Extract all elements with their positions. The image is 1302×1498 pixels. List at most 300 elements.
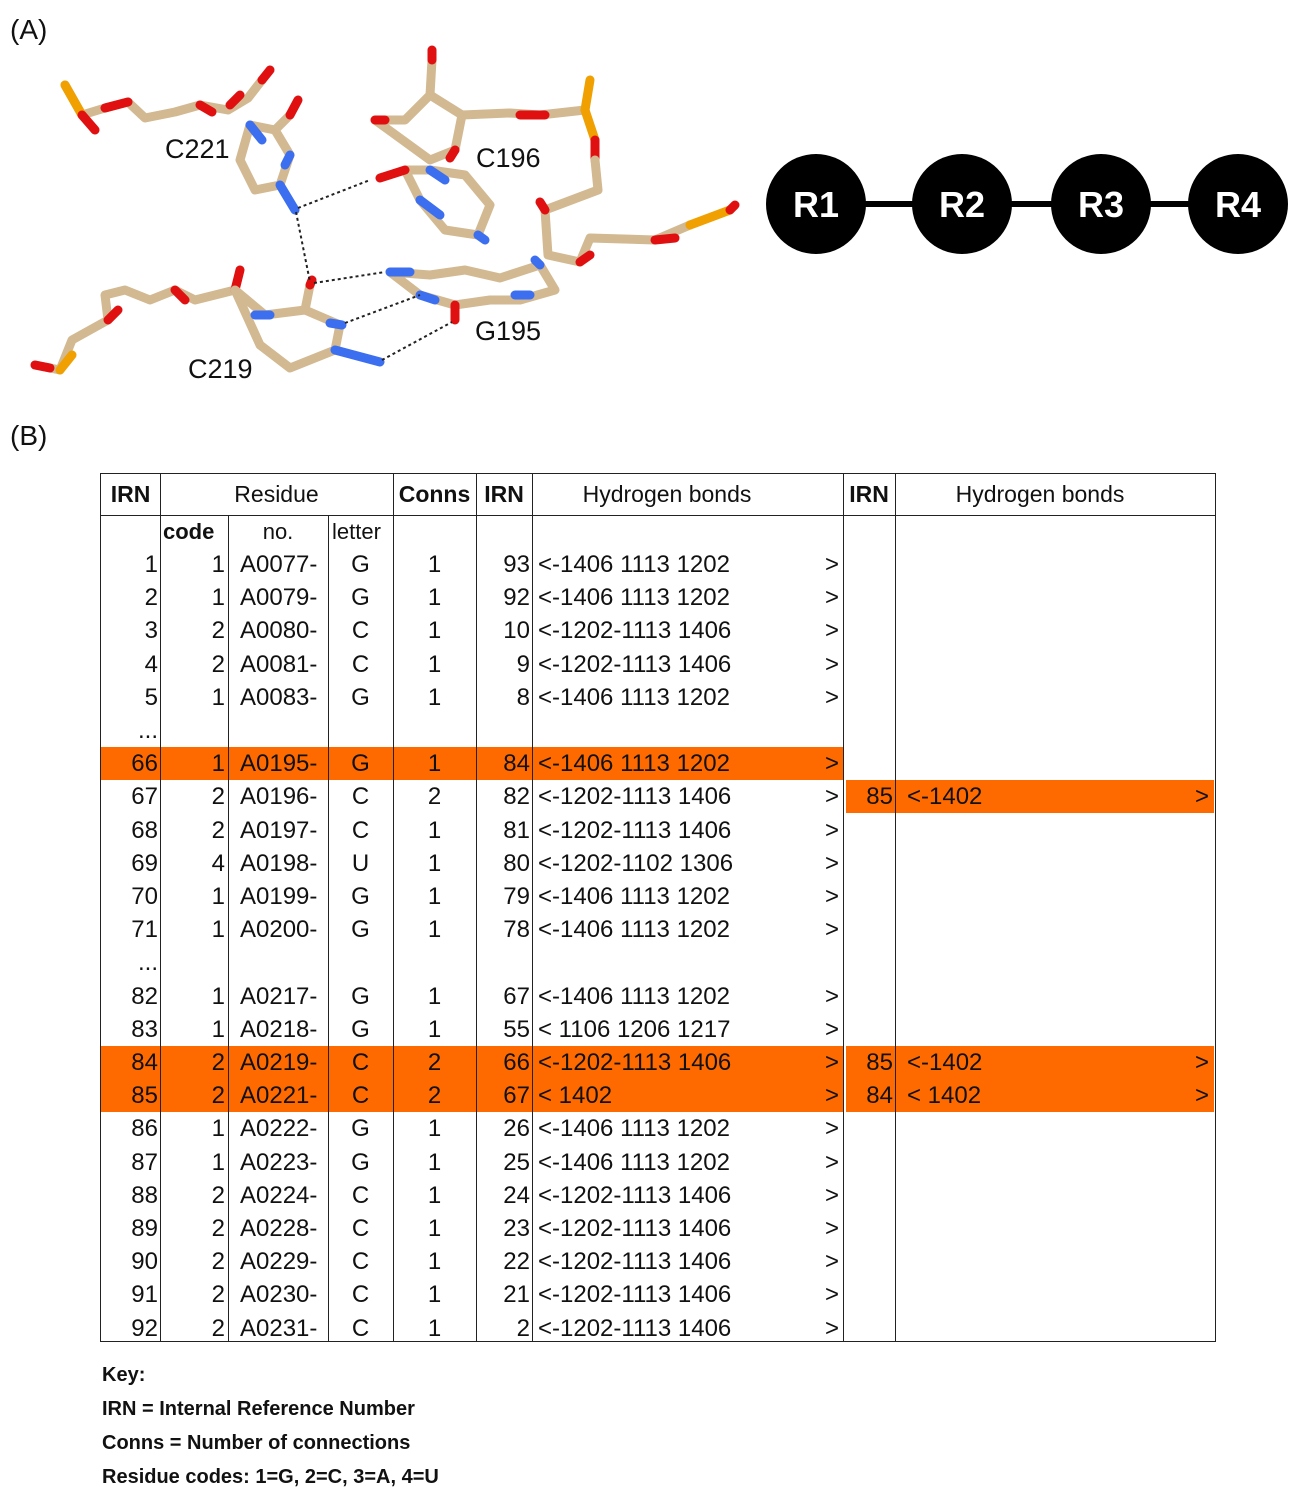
cell-irn: 84 xyxy=(131,1049,158,1076)
table-key xyxy=(102,1358,439,1494)
cell-letter xyxy=(328,714,393,747)
cell-irn-2: 21 xyxy=(503,1281,530,1309)
cell-hydrogen-bonds-2 xyxy=(907,913,1157,946)
subheader-no: no. xyxy=(262,519,294,544)
cell-end-marker-2 xyxy=(1195,1146,1213,1179)
cell-hydrogen-bonds-2 xyxy=(907,1013,1157,1046)
cell-irn: ... xyxy=(137,949,158,977)
cell-residue-no: A0221- xyxy=(240,1082,318,1110)
cell-letter: G xyxy=(351,916,370,944)
cell-irn: 66 xyxy=(131,750,158,778)
cell-irn-2: 84 xyxy=(503,750,530,778)
subheader-code: code xyxy=(163,519,215,544)
cell-irn-2: 67 xyxy=(503,1082,530,1110)
cell-end-marker: > xyxy=(825,916,840,944)
cell-code: 2 xyxy=(211,1049,225,1076)
cell-irn: 3 xyxy=(144,617,158,645)
cell-letter xyxy=(328,946,393,979)
cell-residue-no: A0219- xyxy=(240,1049,318,1076)
cell-conns: 1 xyxy=(427,683,442,711)
cell-end-marker: > xyxy=(825,1181,840,1209)
cell-hydrogen-bonds-2: < 1402 xyxy=(907,1082,982,1110)
residue-label-c221: C221 xyxy=(165,134,230,164)
cell-irn: 69 xyxy=(131,849,158,877)
cell-irn-2: 93 xyxy=(503,551,530,578)
cell-residue-no xyxy=(240,714,328,747)
cell-irn: 1 xyxy=(144,551,158,578)
col-divider xyxy=(532,474,533,1341)
residue-chain-diagram xyxy=(760,140,1300,270)
cell-end-marker: > xyxy=(825,883,840,910)
cell-conns: 1 xyxy=(427,1248,442,1276)
cell-hydrogen-bonds-2 xyxy=(907,1112,1157,1145)
panel-b-label: (B) xyxy=(10,420,48,451)
cell-hydrogen-bonds: <-1202-1113 1406 xyxy=(538,783,732,811)
cell-irn: 83 xyxy=(131,1015,158,1043)
cell-code: 2 xyxy=(211,1281,225,1309)
cell-letter: G xyxy=(351,1115,370,1143)
cell-hydrogen-bonds: <-1202-1113 1406 xyxy=(538,1281,732,1309)
cell-residue-no: A0197- xyxy=(240,816,318,844)
cell-hydrogen-bonds-2 xyxy=(907,946,1157,979)
cell-code: 1 xyxy=(211,551,225,578)
cell-conns: 1 xyxy=(427,883,442,910)
cell-conns: 1 xyxy=(427,816,442,844)
cell-end-marker-2: > xyxy=(1195,1082,1210,1110)
table-row xyxy=(101,1112,1217,1145)
cell-irn: 89 xyxy=(131,1215,158,1242)
cell-hydrogen-bonds: <-1202-1113 1406 xyxy=(538,816,732,844)
cell-irn-3: 85 xyxy=(866,783,893,811)
cell-irn-2: 25 xyxy=(503,1148,530,1176)
cell-irn-2: 78 xyxy=(503,916,530,944)
cell-end-marker-2 xyxy=(1195,614,1213,647)
cell-code: 1 xyxy=(211,916,225,944)
cell-irn-2: 81 xyxy=(503,816,530,844)
cell-irn-2: 67 xyxy=(503,982,530,1010)
cell-letter: C xyxy=(351,1281,370,1309)
node-label-r3: R3 xyxy=(1077,184,1125,225)
cell-irn-3 xyxy=(843,1312,893,1345)
cell-residue-no: A0196- xyxy=(240,783,318,811)
header-residue: Residue xyxy=(234,481,319,507)
cell-irn: 85 xyxy=(131,1082,158,1110)
cell-irn-3 xyxy=(843,614,893,647)
cell-irn-2: 22 xyxy=(503,1248,530,1276)
col-divider xyxy=(393,474,394,1341)
cell-irn-2 xyxy=(476,946,530,979)
cell-hydrogen-bonds: <-1202-1113 1406 xyxy=(538,1215,732,1242)
cell-residue-no: A0079- xyxy=(240,584,318,612)
cell-residue-no: A0195- xyxy=(240,750,318,778)
cell-end-marker-2 xyxy=(1195,1112,1213,1145)
table-row xyxy=(101,1146,1217,1179)
cell-end-marker: > xyxy=(825,584,840,612)
cell-conns: 2 xyxy=(427,1049,442,1076)
cell-irn-3 xyxy=(843,747,893,780)
table-row xyxy=(101,1245,1217,1278)
cell-irn: 91 xyxy=(131,1281,158,1309)
cell-end-marker-2 xyxy=(1195,913,1213,946)
table-row xyxy=(101,648,1217,681)
cell-end-marker: > xyxy=(825,617,840,645)
cell-code xyxy=(161,946,225,979)
cell-irn: 87 xyxy=(131,1148,158,1176)
cell-irn-3 xyxy=(843,648,893,681)
cell-hydrogen-bonds-2 xyxy=(907,581,1157,614)
cell-conns: 1 xyxy=(427,1148,442,1176)
cell-irn-3 xyxy=(843,1278,893,1311)
cell-code: 2 xyxy=(211,617,225,645)
table-row xyxy=(101,1046,1217,1079)
cell-residue-no: A0081- xyxy=(240,650,318,678)
cell-irn-3 xyxy=(843,548,893,581)
cell-irn-3 xyxy=(843,1112,893,1145)
cell-residue-no: A0217- xyxy=(240,982,318,1010)
cell-residue-no: A0222- xyxy=(240,1115,318,1143)
cell-end-marker: > xyxy=(825,849,840,877)
cell-hydrogen-bonds-2: <-1402 xyxy=(907,783,983,811)
cell-residue-no: A0080- xyxy=(240,617,318,645)
cell-irn: 82 xyxy=(131,982,158,1010)
cell-end-marker-2 xyxy=(1195,880,1213,913)
table-row xyxy=(101,1179,1217,1212)
cell-end-marker-2 xyxy=(1195,946,1213,979)
cell-end-marker: > xyxy=(825,650,840,678)
cell-irn: 70 xyxy=(131,883,158,910)
key-title: Key: xyxy=(102,1364,146,1386)
residue-label-g195: G195 xyxy=(475,316,542,346)
cell-hydrogen-bonds: < 1402 xyxy=(538,1082,613,1110)
cell-irn: 5 xyxy=(144,683,158,711)
cell-hydrogen-bonds-2 xyxy=(907,1212,1157,1245)
cell-irn-3 xyxy=(843,913,893,946)
cell-code: 1 xyxy=(211,1015,225,1043)
cell-irn-3 xyxy=(843,714,893,747)
cell-irn-3 xyxy=(843,980,893,1013)
cell-hydrogen-bonds-2: <-1402 xyxy=(907,1049,983,1076)
cell-hydrogen-bonds xyxy=(538,714,818,747)
table-row xyxy=(101,946,1217,979)
cell-code: 2 xyxy=(211,783,225,811)
cell-hydrogen-bonds-2 xyxy=(907,847,1157,880)
cell-irn-3 xyxy=(843,814,893,847)
table-row xyxy=(101,980,1217,1013)
cell-hydrogen-bonds: <-1202-1113 1406 xyxy=(538,1049,732,1076)
cell-letter: G xyxy=(351,883,370,910)
cell-end-marker xyxy=(825,714,843,747)
cell-end-marker: > xyxy=(825,1049,840,1076)
cell-hydrogen-bonds-2 xyxy=(907,681,1157,714)
cell-hydrogen-bonds: <-1202-1113 1406 xyxy=(538,650,732,678)
cell-letter: G xyxy=(351,1148,370,1176)
cell-hydrogen-bonds: < 1106 1206 1217 xyxy=(538,1015,731,1043)
cell-letter: C xyxy=(351,1248,370,1276)
cell-conns: 2 xyxy=(427,1082,442,1110)
cell-irn-2: 10 xyxy=(503,617,530,645)
cell-residue-no: A0083- xyxy=(240,683,318,711)
cell-hydrogen-bonds: <-1406 1113 1202 xyxy=(538,551,730,578)
cell-irn-3 xyxy=(843,1179,893,1212)
cell-irn-3 xyxy=(843,1146,893,1179)
table-row xyxy=(101,747,1217,780)
col-divider xyxy=(476,474,477,1341)
cell-irn-2: 23 xyxy=(503,1215,530,1242)
cell-hydrogen-bonds: <-1202-1102 1306 xyxy=(538,849,734,877)
cell-letter: C xyxy=(351,1314,370,1342)
cell-end-marker-2 xyxy=(1195,1312,1213,1345)
node-label-r2: R2 xyxy=(938,184,986,225)
col-divider xyxy=(228,515,229,1341)
cell-hydrogen-bonds-2 xyxy=(907,1146,1157,1179)
table-row xyxy=(101,814,1217,847)
cell-residue-no: A0198- xyxy=(240,849,318,877)
cell-hydrogen-bonds-2 xyxy=(907,814,1157,847)
cell-conns: 1 xyxy=(427,849,442,877)
cell-code: 1 xyxy=(211,683,225,711)
key-line-residue-codes: Residue codes: 1=G, 2=C, 3=A, 4=U xyxy=(102,1466,439,1488)
cell-end-marker: > xyxy=(825,1248,840,1276)
table-row xyxy=(101,1079,1217,1112)
cell-residue-no: A0228- xyxy=(240,1215,318,1242)
cell-irn-3 xyxy=(843,1212,893,1245)
cell-letter: C xyxy=(351,1215,370,1242)
cell-hydrogen-bonds-2 xyxy=(907,880,1157,913)
cell-end-marker: > xyxy=(825,1215,840,1242)
cell-conns: 1 xyxy=(427,1181,442,1209)
cell-hydrogen-bonds-2 xyxy=(907,1245,1157,1278)
cell-conns: 1 xyxy=(427,650,442,678)
cell-letter: U xyxy=(351,849,370,877)
cell-hydrogen-bonds: <-1406 1113 1202 xyxy=(538,982,730,1010)
cell-code: 1 xyxy=(211,1115,225,1143)
cell-end-marker: > xyxy=(825,783,840,811)
cell-end-marker-2 xyxy=(1195,714,1213,747)
table-row xyxy=(101,1312,1217,1345)
cell-irn: 88 xyxy=(131,1181,158,1209)
table-row xyxy=(101,913,1217,946)
cell-end-marker-2 xyxy=(1195,581,1213,614)
cell-hydrogen-bonds xyxy=(538,946,818,979)
cell-end-marker: > xyxy=(825,1115,840,1143)
cell-conns: 1 xyxy=(427,916,442,944)
cell-code: 2 xyxy=(211,1082,225,1110)
cell-irn-2: 80 xyxy=(503,849,530,877)
cell-end-marker: > xyxy=(825,816,840,844)
cell-irn-2: 55 xyxy=(503,1015,530,1043)
cell-irn-3 xyxy=(843,847,893,880)
cell-hydrogen-bonds-2 xyxy=(907,747,1157,780)
cell-hydrogen-bonds: <-1202-1113 1406 xyxy=(538,617,732,645)
cell-hydrogen-bonds-2 xyxy=(907,548,1157,581)
cell-end-marker: > xyxy=(825,1281,840,1309)
cell-conns: 1 xyxy=(427,1115,442,1143)
cell-hydrogen-bonds: <-1202-1113 1406 xyxy=(538,1181,732,1209)
cell-hydrogen-bonds: <-1406 1113 1202 xyxy=(538,1115,730,1143)
cell-hydrogen-bonds-2 xyxy=(907,648,1157,681)
cell-conns: 1 xyxy=(427,1215,442,1242)
table-row xyxy=(101,714,1217,747)
table-row xyxy=(101,581,1217,614)
cell-end-marker: > xyxy=(825,1148,840,1176)
cell-end-marker: > xyxy=(825,1314,840,1342)
cell-code: 2 xyxy=(211,816,225,844)
cell-code: 1 xyxy=(211,883,225,910)
cell-letter: G xyxy=(351,1015,370,1043)
cell-end-marker-2 xyxy=(1195,1179,1213,1212)
table-row xyxy=(101,1013,1217,1046)
cell-irn-2: 9 xyxy=(516,650,530,678)
cell-end-marker-2 xyxy=(1195,847,1213,880)
cell-irn-3: 85 xyxy=(866,1049,893,1076)
cell-hydrogen-bonds: <-1406 1113 1202 xyxy=(538,916,730,944)
subheader-row xyxy=(101,515,1217,548)
header-conns: Conns xyxy=(398,481,471,507)
cell-end-marker-2: > xyxy=(1195,783,1210,811)
cell-conns: 2 xyxy=(427,783,442,811)
table-row xyxy=(101,780,1217,813)
cell-irn: 68 xyxy=(131,816,158,844)
cell-code: 1 xyxy=(211,750,225,778)
node-label-r1: R1 xyxy=(792,184,840,225)
cell-irn: 71 xyxy=(131,916,158,944)
cell-irn-3 xyxy=(843,946,893,979)
cell-end-marker: > xyxy=(825,683,840,711)
cell-end-marker-2 xyxy=(1195,681,1213,714)
cell-residue-no: A0200- xyxy=(240,916,318,944)
cell-irn-2: 92 xyxy=(503,584,530,612)
header-hydrogen-bonds: Hydrogen bonds xyxy=(582,481,752,507)
cell-end-marker-2 xyxy=(1195,1245,1213,1278)
cell-end-marker: > xyxy=(825,1082,840,1110)
cell-letter: C xyxy=(351,650,370,678)
cell-hydrogen-bonds-2 xyxy=(907,614,1157,647)
cell-end-marker: > xyxy=(825,750,840,778)
cell-letter: G xyxy=(351,584,370,612)
cell-end-marker: > xyxy=(825,982,840,1010)
cell-code: 4 xyxy=(211,849,225,877)
cell-residue-no: A0231- xyxy=(240,1314,318,1342)
cell-irn-2: 8 xyxy=(516,683,530,711)
cell-code xyxy=(161,714,225,747)
cell-end-marker-2 xyxy=(1195,1278,1213,1311)
cell-end-marker: > xyxy=(825,1015,840,1043)
key-line-irn: IRN = Internal Reference Number xyxy=(102,1398,415,1420)
cell-residue-no xyxy=(240,946,328,979)
cell-residue-no: A0223- xyxy=(240,1148,318,1176)
cell-end-marker-2 xyxy=(1195,1212,1213,1245)
cell-irn: 4 xyxy=(144,650,158,678)
cell-letter: G xyxy=(351,683,370,711)
cell-conns: 1 xyxy=(427,1015,442,1043)
cell-letter: C xyxy=(351,783,370,811)
cell-irn: 92 xyxy=(131,1314,158,1342)
cell-irn-2 xyxy=(476,714,530,747)
hydrogen-bond-table xyxy=(100,473,1216,1342)
cell-hydrogen-bonds: <-1202-1113 1406 xyxy=(538,1314,732,1342)
cell-residue-no: A0229- xyxy=(240,1248,318,1276)
cell-residue-no: A0218- xyxy=(240,1015,318,1043)
panel-a-label: (A) xyxy=(10,14,48,45)
molecular-structure-image xyxy=(0,40,760,400)
cell-irn-3 xyxy=(843,681,893,714)
subheader-letter: letter xyxy=(332,519,381,544)
cell-letter: C xyxy=(351,1082,370,1110)
cell-conns xyxy=(393,946,476,979)
residue-label-c219: C219 xyxy=(188,354,253,384)
table-row xyxy=(101,847,1217,880)
cell-irn: ... xyxy=(137,717,158,744)
cell-letter: C xyxy=(351,816,370,844)
cell-code: 2 xyxy=(211,1314,225,1342)
cell-end-marker-2 xyxy=(1195,1013,1213,1046)
cell-irn: 67 xyxy=(131,783,158,811)
cell-hydrogen-bonds: <-1406 1113 1202 xyxy=(538,683,730,711)
cell-end-marker-2: > xyxy=(1195,1049,1210,1076)
col-divider xyxy=(328,515,329,1341)
cell-irn-2: 26 xyxy=(503,1115,530,1143)
cell-letter: C xyxy=(351,617,370,645)
header-irn: IRN xyxy=(110,481,151,507)
cell-irn-2: 2 xyxy=(516,1314,530,1342)
cell-hydrogen-bonds: <-1406 1113 1202 xyxy=(538,750,730,778)
cell-irn: 86 xyxy=(131,1115,158,1143)
cell-conns: 1 xyxy=(427,750,442,778)
cell-end-marker-2 xyxy=(1195,548,1213,581)
cell-letter: C xyxy=(351,1049,370,1076)
cell-residue-no: A0077- xyxy=(240,551,318,578)
cell-code: 1 xyxy=(211,584,225,612)
cell-residue-no: A0199- xyxy=(240,883,318,910)
cell-irn: 90 xyxy=(131,1248,158,1276)
cell-hydrogen-bonds-2 xyxy=(907,1278,1157,1311)
cell-conns xyxy=(393,714,476,747)
table-row xyxy=(101,1278,1217,1311)
cell-irn-3 xyxy=(843,581,893,614)
table-row xyxy=(101,880,1217,913)
table-row xyxy=(101,548,1217,581)
cell-end-marker-2 xyxy=(1195,814,1213,847)
cell-hydrogen-bonds: <-1406 1113 1202 xyxy=(538,883,730,910)
cell-irn: 2 xyxy=(144,584,158,612)
cell-conns: 1 xyxy=(427,1314,442,1342)
key-line-conns: Conns = Number of connections xyxy=(102,1432,411,1454)
cell-irn-2: 66 xyxy=(503,1049,530,1076)
cell-irn-3: 84 xyxy=(866,1082,893,1110)
cell-hydrogen-bonds: <-1406 1113 1202 xyxy=(538,584,730,612)
cell-conns: 1 xyxy=(427,1281,442,1309)
col-divider xyxy=(843,474,844,1341)
residue-label-c196: C196 xyxy=(476,143,541,173)
cell-code: 1 xyxy=(211,1148,225,1176)
cell-hydrogen-bonds-2 xyxy=(907,1312,1157,1345)
cell-letter: G xyxy=(351,551,370,578)
cell-code: 2 xyxy=(211,1215,225,1242)
cell-residue-no: A0224- xyxy=(240,1181,318,1209)
cell-code: 2 xyxy=(211,1181,225,1209)
cell-letter: C xyxy=(351,1181,370,1209)
cell-end-marker-2 xyxy=(1195,980,1213,1013)
col-divider xyxy=(895,474,896,1341)
cell-code: 2 xyxy=(211,1248,225,1276)
cell-end-marker-2 xyxy=(1195,648,1213,681)
cell-end-marker: > xyxy=(825,551,840,578)
cell-end-marker-2 xyxy=(1195,747,1213,780)
cell-irn-3 xyxy=(843,1245,893,1278)
table-row xyxy=(101,614,1217,647)
header-irn-2: IRN xyxy=(484,481,524,507)
cell-end-marker xyxy=(825,946,843,979)
